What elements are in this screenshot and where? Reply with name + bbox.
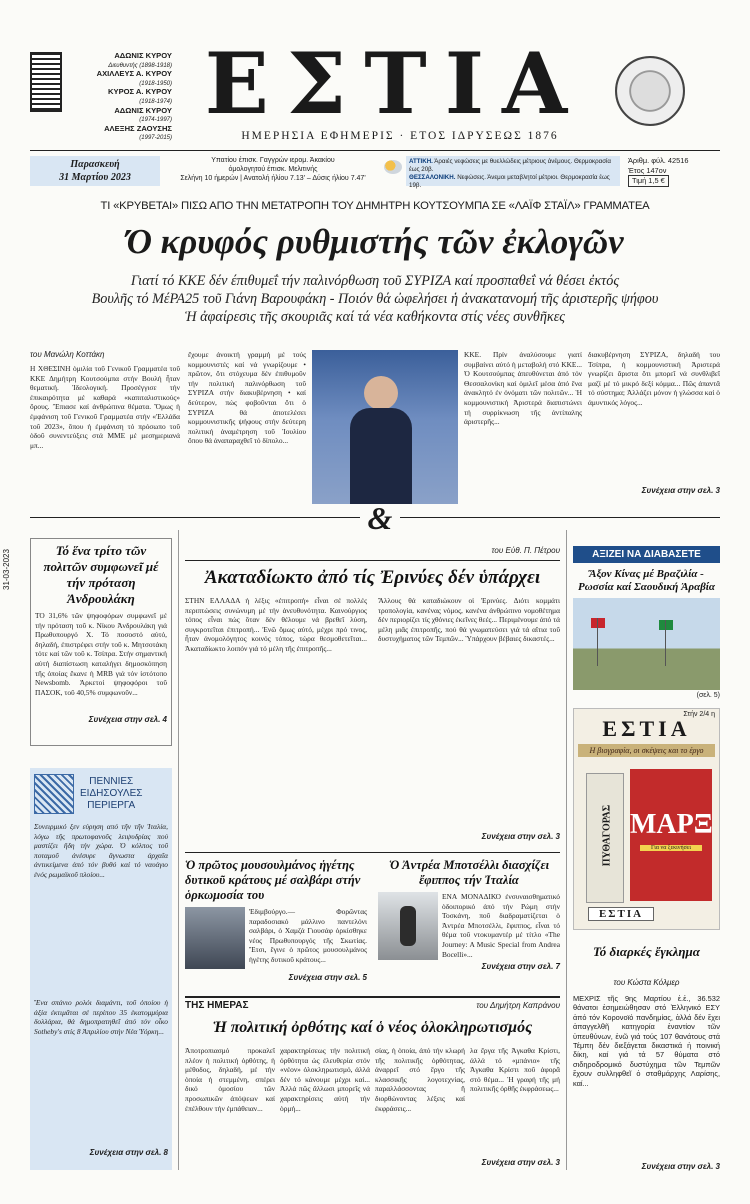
muslim-article xyxy=(185,858,367,986)
muslim-title: Ὁ πρῶτος μουσουλμάνος ἡγέτης δυτικοῦ κράτους μέ σαλβάρι στήν ὁρκωμοσία του xyxy=(185,858,361,902)
bocelli-body: ΕΝΑ ΜΟΝΑΔΙΚΟ ἐνσυναισθηματικό ὁδοιπορικό ἀπό τήν Ρώμη στήν Τοσκάνη, ποῦ διαδραματίζεται ὁ Ἀντρέα Μποτσέλλι, ἔφιππος, εἶναι τό θέμα τοῦ ντοκυμαντέρ μέ τίτλο «The Journey: A Music Special from Andrea Bocelli»... xyxy=(442,892,560,959)
pennies-box xyxy=(30,768,172,1170)
petrou-col1: ΣΤΗΝ ΕΛΛΑΔΑ ἡ λέξις «ἐπιτροπή» εἶναι σέ πολλές περιπτώσεις συνώνυμη μέ τήν ἀνευθυνότητα. Καινούργιος τόπος εἶναι πώς ὅταν δέν θέλουμε νά βρεθεῖ λύση, συγκροτεῖται ἐπιτροπή... Ἐνῶ ὅμως αὐτό, μέχρι πρό τινος, ἦταν ἀνομολόγητος κοινός τόπος, τώρα θεσμοθετεῖται... Ἀκαταδίωκτο λοιπόν γιά τό μέλη τῆς ἐπιτροπῆς... xyxy=(185,596,367,653)
worth-reading-page: (σελ. 5) xyxy=(696,692,720,699)
ampersand-divider: & xyxy=(367,500,393,536)
lead-col3: ΚΚΕ. Πρίν ἀναλύσουμε γιατί συμβαίνει αὐτό ἡ μεταβολή στό ΚΚΕ... Ὁ Κουτσούμπας ἀπευθύνεται ἀπό τόν Θεσσαλονίκη καί ὁμιλεῖ μέσα ἀπό ἕνα ἀνακλητό ἐν ὀνόματι τῶν πολιτῶν... Ἡ κομμουνιστική Ἀριστερά διαπιστώνει τή συρρίκνωση τῆς ἀντίπαλης ἀριστερῆς... xyxy=(464,350,582,427)
tis-imeras-title: Ἡ πολιτική ὀρθότης καί ὁ νέος ὁλοκληρωτισμός xyxy=(212,1019,533,1036)
issue-box: Άριθμ. φύλ. 42516 Έτος 147ον Τιμή 1,5 € xyxy=(628,156,689,185)
pattern-icon xyxy=(34,774,74,814)
lead-continued: Συνέχεια στην σελ. 3 xyxy=(641,486,720,495)
tis-imeras-col1: Ἀποτροπιασμό προκαλεῖ πλέον ἡ πολιτική ὀρθότης, ἡ μέθοδος, δηλαδή, μέ τήν ὁποία ἡ στεμμένη, σπέρει δικό ὁμοσίου τῶν προσωπικῶν ἀπόψεων καί ἐπέλθουν τήν ἐμπάθειαν... xyxy=(185,1046,275,1113)
petrou-continued: Συνέχεια στην σελ. 3 xyxy=(481,832,560,841)
poll-box xyxy=(30,538,172,746)
poll-continued: Συνέχεια στην σελ. 4 xyxy=(88,715,167,724)
muslim-body: Ἐδιμβούργο.— Φορῶντας παραδοσιακό μάλλινο παντελόνι σαλβάρι, ὁ Χαμζά Γιουσάφ ὁρκίσθηκε νέος Πρωθυπουργός τῆς Σκωτίας. Ἔτσι, ἔγινε ὁ πρῶτος μουσουλμάνος ἡγέτης δυτικοῦ κράτους... xyxy=(249,907,367,964)
headline: Ό κρυφός ρυθμιστής τῶν ἐκλογῶν xyxy=(126,222,624,261)
promo-caption: Η βιογραφία, οι σκέψεις και το έργο xyxy=(578,744,715,757)
diarkes-byline: του Κώστα Κόλμερ xyxy=(613,978,680,987)
paper-subtitle: ΗΜΕΡΗΣΙΑ ΕΦΗΜΕΡΙΣ · ΕΤΟΣ ΙΔΡΥΣΕΩΣ 1876 xyxy=(241,130,559,142)
bocelli-title: Ὁ Ἀντρέα Μποτσέλλι διασχίζει ἔφιππος τήν Ἰταλία xyxy=(388,858,550,887)
promo-ad[interactable] xyxy=(573,708,720,930)
promo-paper-title: ΕΣΤΙΑ xyxy=(602,716,691,741)
date-box: Παρασκευή 31 Μαρτίου 2023 xyxy=(30,156,160,186)
founders-list: ΑΔΩΝΙΣ ΚΥΡΟΥ Διευθυντής (1898-1918) ΑΧΙΛΛΕΥΣ Α. ΚΥΡΟΥ (1918-1950) ΚΥΡΟΣ Α. ΚΥΡΟΥ (1918-1974) ΑΔΩΝΙΣ ΚΥΡΟΥ (1974-1997) ΑΛΕΞΗΣ ΖΑΟΥΣΗΣ (1997-2015) xyxy=(96,51,172,142)
masthead xyxy=(30,34,720,156)
tis-imeras-label: ΤΗΣ ΗΜΕΡΑΣ xyxy=(185,1000,249,1011)
pennies-header: ΠΕΝΝΙΕΣ ΕΙΔΗΣΟΥΛΕΣ ΠΕΡΙΕΡΓΑ xyxy=(34,772,168,816)
bocelli-photo xyxy=(378,892,438,960)
kicker: ΤΙ «ΚΡΥΒΕΤΑΙ» ΠΙΣΩ ΑΠΟ ΤΗΝ ΜΕΤΑΤΡΟΠΗ ΤΟΥ ΔΗΜΗΤΡΗ ΚΟΥΤΣΟΥΜΠΑ ΣΕ «ΛΑΪΦ ΣΤΑΪΛ» ΓΡΑΜΜΑΤΕΑ xyxy=(100,200,650,212)
tis-imeras-col4: λα ἔργα τῆς Ἀγκαθα Κρίστι, ἀλλά τό «μπάνιο» τῆς Ἀγκαθα Κρίστι ποῦ ἀφορᾶ στό θέμα... Ἡ γραφή τῆς μή πολιτικῆς ὀρθῆς ἐκφράσεως... xyxy=(470,1046,560,1094)
bocelli-article xyxy=(378,858,560,986)
tis-imeras-col3: σίας, ἡ ὁποία, ἀπό τήν κλωρή τῆς πολιτικῆς ὀρθότητας, ἀναρρεῖ στό ἕργο τῆς κλασσικῆς λογοτεχνίας, παραλλάσσοντας ἤ διορθώνοντας λέξεις καί ἐκφράσεις... xyxy=(375,1046,465,1113)
diarkes-continued: Συνέχεια στην σελ. 3 xyxy=(641,1162,720,1171)
diarkes-body: ΜΕΧΡΙΣ τῆς 9ης Μαρτίου ἐ.ἐ., 36.532 θάνατοι ἐσημειώθησαν στό Ἑλληνικό ΕΣΥ ἀπό τόν Κορονοϊό πανδημίας, ἀλλά δέν ἔχει ἀπαγγελθῆ κατηγορία ἐναντίον τῶν ὑπευθύνων, ἐνῶ γιά τούς 107 θανάτους στά Τέμπη δέν διεξάγεται δικαστικά ἡ ποινική δίκη, καί γιά τά 57 θύματα στό σιδηροδρομικό δυστύχημα τῶν Τεμπῶν ἔχουν συλληφθεῖ ὁ σταθμάρχης Λαρίσης, καί... xyxy=(573,994,720,1088)
emblem-icon xyxy=(30,52,62,112)
tis-imeras-col2: χαρακτηρίσεως τήν πολιτική ὀρθότητα ὡς ἐλευθερία στόν «νέον» ὁλοκληρωτισμό, ἀλλά δέν τό κάνουμε μέχρι καί... Ἀλλά πῶς ἄλλωσι μπορεῖς νά χαρακτηρίσεις αὐτή τήν ὁρμή... xyxy=(280,1046,370,1113)
promo-book-1: ΠΥΘΑΓΟΡΑΣ xyxy=(586,773,624,903)
paper-title: ΕΣΤΙΑ xyxy=(204,34,586,133)
politician-photo xyxy=(312,350,458,504)
subheadline: Γιατί τό ΚΚΕ δέν έπιθυμεΐ τήν παλινόρθωση τοῦ ΣΥΡΙΖΑ καί προσπαθεΐ νά θέσει ἐκτός Βουλῆς τό ΜέΡΑ25 τοῦ Γιάνη Βαρουφάκη - Ποιόν θά ὠφελήσει ἡ ἀνακατανομή τῆς ἀριστερῆς ψήφου Ἡ ἀφαίρεσις τῆς σκουριᾶς καί τά νέα καθήκοντα στίς νέες συνθῆκες xyxy=(91,273,659,325)
petrou-byline: του Εὐθ. Π. Πέτρου xyxy=(491,546,560,555)
worth-reading-title: Ἄξον Κίνας μέ Βραζιλία - Ρωσσία καί Σαουδική Ἀραβία xyxy=(578,568,715,593)
promo-paper-bottom: ΕΣΤΙΑ xyxy=(588,907,654,921)
flags-photo xyxy=(573,598,720,690)
pennies-continued: Συνέχεια στην σελ. 8 xyxy=(89,1148,168,1157)
lead-byline: του Μανώλη Κοττάκη xyxy=(30,350,105,359)
promo-book-2: ΜΑΡΞ Για να ξεκινήσει xyxy=(630,769,712,901)
yousaf-photo xyxy=(185,907,245,969)
lead-col1: Η ΧΘΕΣΙΝΗ ὁμιλία τοῦ Γενικοῦ Γραμματέα τοῦ ΚΚΕ Δημήτρη Κουτσούμπα στήν Βουλή ἦταν θεματική. Ἰδεολογική. Προσέγγισε τήν ἐπικαιρότητα μέ καθαρά «καπιταλιστικούς» ὅρους. Ἔπιασε καί ἀνθρώπινα θέματα. Ὅμως ἡ ἐμφάνιση τοῦ Γενικοῦ Γραμματέα στήν «Ἑλλάδα τοῦ 2023», ὅπου ἡ ἐμφάνιση τό πρόσωπο τοῦ ὁδοῦ συνεντεύξεις στά ΜΜΕ μέ μεσημεριανά μπ... xyxy=(30,364,180,450)
worth-reading-header: ΑΞΙΖΕΙ ΝΑ ΔΙΑΒΑΣΕΤΕ xyxy=(573,546,720,563)
saints-box: Υπατίου έπισκ. Γαγγρών ιερομ. Άκακίου όμολογητού έπισκ. Μελιτινής Σελήνη 10 ήμερών | Ανατολή ήλίου 7.13' – Δύσις ήλίου 7.47' xyxy=(180,157,366,182)
lead-col4: διακυβέρνηση ΣΥΡΙΖΑ, δηλαδή του Τσίπρα, ἡ κομμουνιστική Ἀριστερά γνωρίζει ἄριστα ὅτι μπορεῖ νά συνθλιβεῖ μαζί μέ τό μικρό δεξί κόμμα... Πῶς ἀπαντᾶ τό σύστημα; Ἀλλάζει μόνον ἡ γλώσσα καί ὁ ἀμυντικός λόγος... xyxy=(588,350,720,407)
poll-body: ΤΟ 31,6% τῶν ψηφοφόρων συμφωνεῖ μέ τήν πρόταση τοῦ κ. Νίκου Ἀνδρουλάκη γιά Πρωθυπουργό Χ. Τό ποσοστό αὐτό, δηλαδή, ἐπιστρέφει στήν τοῦ κ. Μητσοτάκη τότε καί τῶν τοῦ κ. Τσίπρα. Στήν σημαντική αὐτή διαπίστωση καταλήγει δημοσκόπηση τῆς ὁποίας ἔκανε ἡ MRB γιά τόν ἱστότοπο Newsbomb. Ἀρκετοί ψηφοφόροι τοῦ ΠΑΣΟΚ, τοῦ 40,5% συμφωνοῦν... xyxy=(35,611,167,697)
seal-icon xyxy=(615,56,685,126)
diarkes-title: Τό διαρκές ἔγκλημα xyxy=(593,944,700,959)
pennies-body1: Συνειρμικό ξεν εύρηση από τῆν τῆν Ἰταλία, λόγω τῆς πρωτοφανοῦς λειψυδρίας πού μαστίζει ἤδη τήν χώρα. Ὁ κόλπος τοῦ ποταμοῦ ἀνέσυρε ἄγνωστα ἀρχαῖα ἀντικείμενα ἀπό τόν βυθό καί τό ναυάγιο ἑνός ρωμαϊκοῦ πλοίου... xyxy=(34,822,168,879)
pennies-body2: Ἕνα σπάνιο ρολόι διαμάντι, τοῦ ὁποίου ἡ ἀξία ἐκτιμᾶται σέ περίπου 35 ἑκατομμύρια δολλάρια, θά δημοπρατηθεῖ ἀπό τόν οἶκο Sotheby's στίς 8 Ἀπριλίου στήν Νέα Ὑόρκη... xyxy=(34,998,168,1036)
weather-icon xyxy=(384,160,402,174)
petrou-col2: Ἄλλους θά καταδιώκουν οἱ Ἐρινύες. Διότι κομμάτι τροπολογία, κανένας νόμος, κανένα ἀνθρώπινο νομοθέτημα δέν περιορίζει τίς χθόνιες ἐκεῖνες θεές... Περιμένουμε ἀπό τά μέλη μιᾶς ἐπιτροπῆς, πού θά γνωματεύσει γιά τά αἴτια τοῦ δυστυχήματος τῶν Τεμπῶν... Ὑπάρχουν βέβαιες δικαστές... xyxy=(378,596,560,644)
promo-tag: Στήν 2/4 η xyxy=(683,711,715,718)
tis-imeras-continued: Συνέχεια στην σελ. 3 xyxy=(481,1158,560,1167)
tis-imeras-byline: του Δημήτρη Καπράνου xyxy=(476,1001,560,1010)
side-date: 31-03-2023 xyxy=(2,549,11,590)
weather-box: ΑΤΤΙΚΗ. Άραιές νεφώσεις με θυελλώδεις μέτριους άνέμους. Θερμοκρασία έως 20β. ΘΕΣΣΑΛΟΝΙΚΗ. Νεφώσεις. Άνεμοι μεταβλητοί μέτριοι. Θερμοκρασία έως 19β. xyxy=(406,156,620,186)
poll-title: Τό ἕνα τρίτο τῶν πολιτῶν συμφωνεῖ μέ τήν πρόταση Ἀνδρουλάκη xyxy=(43,543,159,606)
petrou-title: Ἀκαταδίωκτο ἀπό τίς Ἐρινύες δέν ὑπάρχει xyxy=(204,567,541,588)
bocelli-continued: Συνέχεια στην σελ. 7 xyxy=(481,962,560,971)
lead-col2: ἔχουμε ἀνοικτή γραμμή μέ τούς κομμουνιστές καί νά γνωρίζουμε • πρῶτον, ὅτι στόχευμα δέν ἐπιθυμοῦν τήν πολιτική παλινόρθωση τοῦ ΣΥΡΙΖΑ στήν διακυβέρνηση • καί δεύτερον, πώς φοβοῦνται ὅτι ὁ ΣΥΡΙΖΑ θά ἀποτελέσει κομμουνιστικῆς ψήφους στήν δεύτερη πολιτική ἀναμέτρηση τοῦ Ἰουλίου ὅπου θά ἀναπαραχθεῖ τό δίπολο... xyxy=(188,350,306,446)
muslim-continued: Συνέχεια στην σελ. 5 xyxy=(288,973,367,982)
